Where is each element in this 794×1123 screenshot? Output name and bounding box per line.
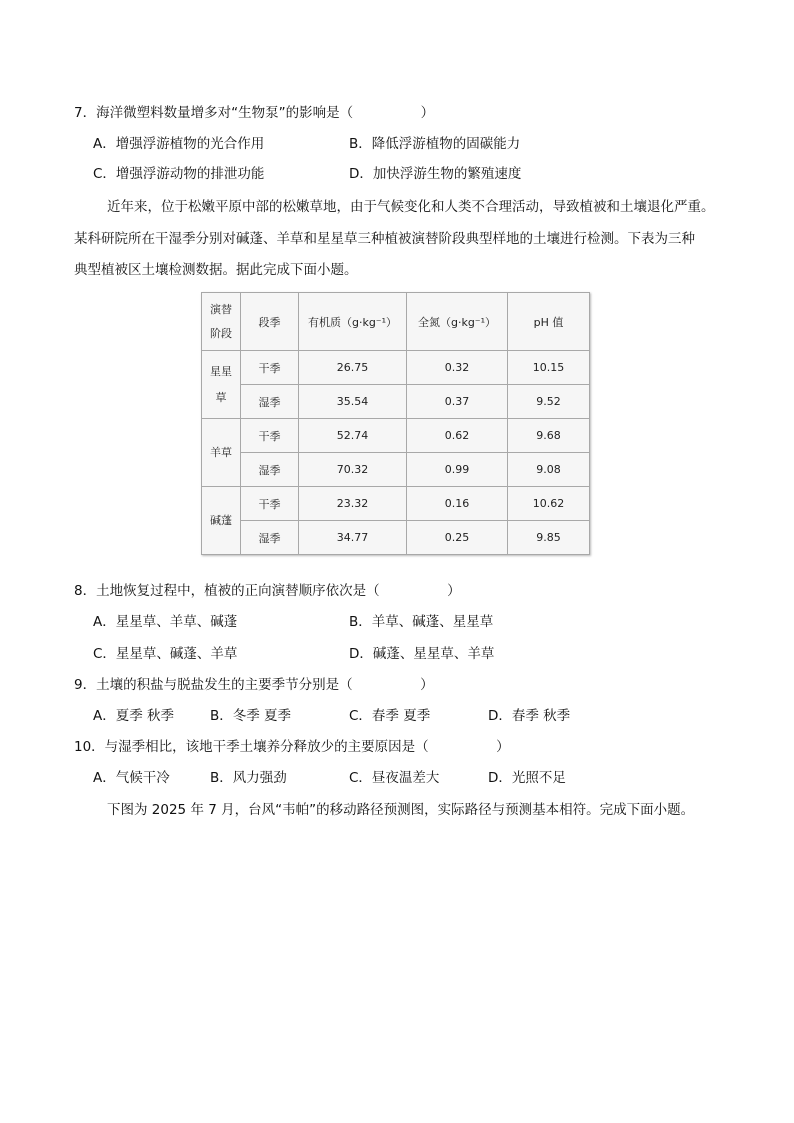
table-row bbox=[202, 385, 590, 419]
season-cell: 干季 bbox=[241, 419, 299, 453]
question-9-option-c: C．春季 夏季 bbox=[349, 708, 431, 724]
question-7-stem: 7．海洋微塑料数量增多对“生物泵”的影响是（ ） bbox=[74, 105, 435, 121]
season-cell: 干季 bbox=[241, 487, 299, 521]
question-8-option-b: B．羊草、碱蓬、星星草 bbox=[349, 614, 494, 630]
season-cell: 湿季 bbox=[241, 453, 299, 487]
ph-cell: 9.68 bbox=[508, 419, 590, 453]
question-8-option-a: A．星星草、羊草、碱蓬 bbox=[93, 614, 238, 630]
nitrogen-cell: 0.99 bbox=[407, 453, 508, 487]
question-9-stem: 9．土壤的积盐与脱盐发生的主要季节分别是（ ） bbox=[74, 677, 434, 693]
table-row bbox=[202, 521, 590, 555]
question-10-option-c: C．昼夜温差大 bbox=[349, 770, 440, 786]
nitrogen-cell: 0.37 bbox=[407, 385, 508, 419]
question-8-stem: 8．土地恢复过程中，植被的正向演替顺序依次是（ ） bbox=[74, 583, 461, 599]
header-stage-line-1: 演替 bbox=[210, 302, 232, 316]
table-row bbox=[202, 419, 590, 453]
passage-1-line-1: 近年来，位于松嫩平原中部的松嫩草地，由于气候变化和人类不合理活动，导致植被和土壤退化严重。 bbox=[107, 199, 715, 215]
organic-cell: 26.75 bbox=[299, 351, 407, 385]
organic-cell: 35.54 bbox=[299, 385, 407, 419]
question-9-option-b: B．冬季 夏季 bbox=[210, 708, 292, 724]
question-9-option-d: D．春季 秋季 bbox=[488, 708, 571, 724]
question-9-option-a: A．夏季 秋季 bbox=[93, 708, 175, 724]
header-ph: pH 值 bbox=[508, 293, 590, 351]
ph-cell: 9.85 bbox=[508, 521, 590, 555]
table-row bbox=[202, 453, 590, 487]
organic-cell: 52.74 bbox=[299, 419, 407, 453]
nitrogen-cell: 0.16 bbox=[407, 487, 508, 521]
question-7-option-a: A．增强浮游植物的光合作用 bbox=[93, 136, 265, 152]
stage-label: 羊草 bbox=[210, 445, 232, 459]
question-10-option-d: D．光照不足 bbox=[488, 770, 566, 786]
passage-1-line-2: 某科研院所在干湿季分别对碱蓬、羊草和星星草三种植被演替阶段典型样地的土壤进行检测。下表为三种 bbox=[74, 231, 695, 247]
table-header-row bbox=[202, 293, 590, 351]
ph-cell: 10.62 bbox=[508, 487, 590, 521]
question-10-option-b: B．风力强劲 bbox=[210, 770, 287, 786]
header-season: 段季 bbox=[241, 293, 299, 351]
season-cell: 湿季 bbox=[241, 521, 299, 555]
passage-2-line-1: 下图为 2025 年 7 月，台风“韦帕”的移动路径预测图，实际路径与预测基本相符。完成下面小题。 bbox=[107, 802, 695, 818]
question-8-option-d: D．碱蓬、星星草、羊草 bbox=[349, 646, 495, 662]
passage-1-line-3: 典型植被区土壤检测数据。据此完成下面小题。 bbox=[74, 262, 358, 278]
ph-cell: 9.08 bbox=[508, 453, 590, 487]
stage-cell-xingxingcao bbox=[202, 351, 241, 419]
soil-data-table bbox=[201, 292, 590, 555]
table-row bbox=[202, 351, 590, 385]
question-7-option-c: C．增强浮游动物的排泄功能 bbox=[93, 166, 265, 182]
stage-label: 碱蓬 bbox=[210, 513, 232, 527]
season-cell: 干季 bbox=[241, 351, 299, 385]
organic-cell: 23.32 bbox=[299, 487, 407, 521]
nitrogen-cell: 0.25 bbox=[407, 521, 508, 555]
table-row bbox=[202, 487, 590, 521]
stage-label: 草 bbox=[215, 390, 227, 404]
organic-cell: 34.77 bbox=[299, 521, 407, 555]
question-8-option-c: C．星星草、碱蓬、羊草 bbox=[93, 646, 238, 662]
stage-cell-yangcao bbox=[202, 419, 241, 487]
question-10-stem: 10．与湿季相比，该地干季土壤养分释放少的主要原因是（ ） bbox=[74, 739, 510, 755]
question-7-option-d: D．加快浮游生物的繁殖速度 bbox=[349, 166, 522, 182]
nitrogen-cell: 0.62 bbox=[407, 419, 508, 453]
nitrogen-cell: 0.32 bbox=[407, 351, 508, 385]
ph-cell: 9.52 bbox=[508, 385, 590, 419]
header-nitrogen: 全氮（g·kg⁻¹） bbox=[407, 293, 508, 351]
header-stage bbox=[202, 293, 241, 351]
organic-cell: 70.32 bbox=[299, 453, 407, 487]
header-stage-line-2: 阶段 bbox=[210, 326, 232, 340]
season-cell: 湿季 bbox=[241, 385, 299, 419]
question-10-option-a: A．气候干冷 bbox=[93, 770, 170, 786]
ph-cell: 10.15 bbox=[508, 351, 590, 385]
stage-cell-jianpeng bbox=[202, 487, 241, 555]
stage-label: 星星 bbox=[210, 364, 232, 378]
header-organic: 有机质（g·kg⁻¹） bbox=[299, 293, 407, 351]
question-7-option-b: B．降低浮游植物的固碳能力 bbox=[349, 136, 521, 152]
